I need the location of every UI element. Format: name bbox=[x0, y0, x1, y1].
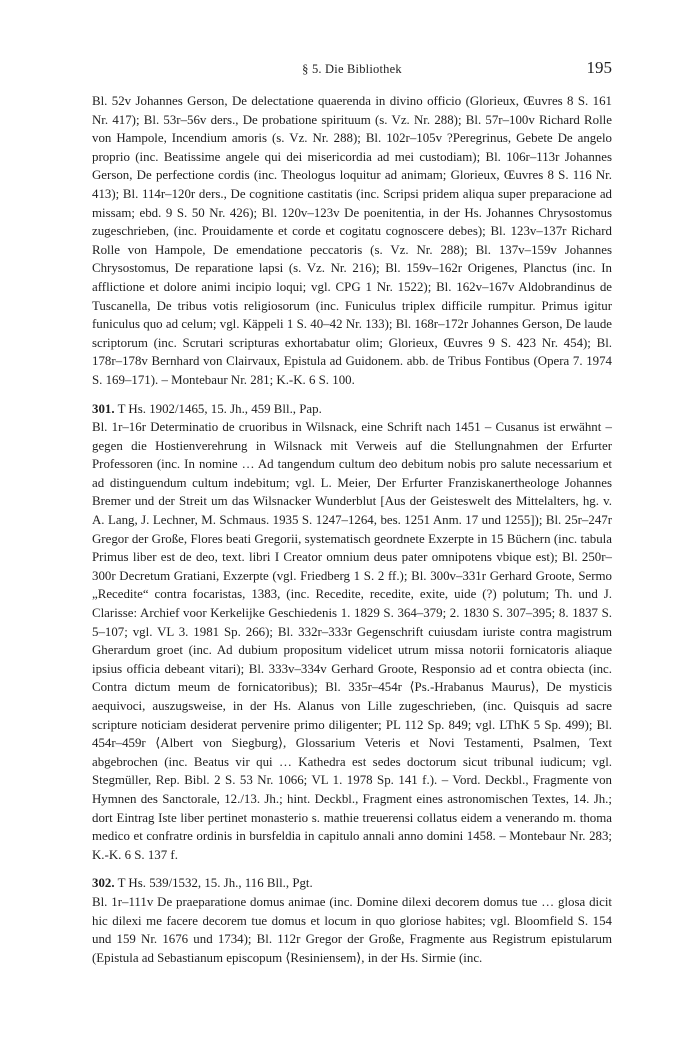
entry-shelfmark: T Hs. 1902/1465, 15. Jh., 459 Bll., Pap. bbox=[117, 401, 322, 416]
entry-shelfmark: T Hs. 539/1532, 15. Jh., 116 Bll., Pgt. bbox=[117, 876, 313, 891]
catalog-entry-302 bbox=[92, 874, 612, 967]
entry-body: Bl. 1r–16r Determinatio de cruoribus in Wilsnack, eine Schrift nach 1451 – Cusanus ist erwähnt – gegen die Hostienverehrung in Wilsnack mit Verweis auf die Stellungnahmen der Erfurter Professoren (inc. In nomine … Ad tangendum cultum deo debitum nobis pro salute necessarium et ad distinguendum cultum indebitum; vgl. L. Meier, Der Erfurter Franziskanertheologe Johannes Bremer und der Streit um das Wilsnacker Wunderblut [Aus der Geisteswelt des Mittelalters, hg. v. A. Lang, J. Lechner, M. Schmaus. 1935 S. 1247–1264, bes. 1251 Anm. 17 und 1255]); Bl. 25r–247r Gregor der Große, Flores beati Gregorii, systematisch geordnete Exzerpte in 15 Büchern (inc. tabula Primus liber est de deo, text. libri I Creator omnium deus pater omnipotens vbique est); Bl. 250r–300r Decretum Gratiani, Exzerpte (vgl. Friedberg 1 S. 2 ff.); Bl. 300v–331r Gerhard Groote, Sermo „Recedite“ contra focaristas, 1383, (inc. Recedite, recedite, exite, uide (?) polutum; Th. und J. Clarisse: Archief voor Kerkelijke Geschiedenis 1. 1829 S. 364–379; 2. 1830 S. 307–395; 8. 1837 S. 5–107; vgl. VL 3. 1981 Sp. 266); Bl. 332r–333r Gegenschrift cuiusdam iuriste contra magistrum Gherardum groet (inc. Ad dubium propositum videlicet utrum missa notorii fornicatoris aliaque ipsius officia debeant vitari); Bl. 333v–334v Gerhard Groote, Responsio ad et contra obiecta (inc. Contra dictum meum de fornicatoribus); Bl. 335r–454r ⟨Ps.-Hrabanus Maurus⟩, De mysticis aequivoci, auszugsweise, in der Hs. Alanus von Lille zugeschrieben, (inc. Quisquis ad sacre scripture noticiam desiderat pervenire primo diligenter; PL 112 Sp. 849; vgl. LThK 5 Sp. 499); Bl. 454r–459r ⟨Albert von Siegburg⟩, Glossarium Veteris et Novi Testamenti, Psalmen, Text abgebrochen (inc. Beatus vir qui … Kathedra est sedes doctorum sicut tribunal iudicum; vgl. Stegmüller, Rep. Bibl. 2 S. 53 Nr. 1066; VL 1. 1978 Sp. 141 f.). – Vord. Deckbl., Fragmente von Hymnen des Sanctorale, 12./13. Jh.; hint. Deckbl., Fragment eines astronomischen Textes, 14. Jh.; dort Eintrag Iste liber pertinet monasterio s. mathie treuerensi collatus eidem a venerando m. thoma medico et confratre ordinis in bursfeldia in capitulo annali anno domini 1458. – Montebaur Nr. 283; K.-K. 6 S. 137 f. bbox=[92, 420, 612, 862]
entry-heading bbox=[92, 874, 612, 893]
entry-continued-text: Bl. 52v Johannes Gerson, De delectatione quaerenda in divino officio (Glorieux, Œuvres 8 S. 161 Nr. 417); Bl. 53r–56v ders., De probatione spirituum (s. Vz. Nr. 288); Bl. 57r–100v Richard Rolle von Hampole, Incendium amoris (s. Vz. Nr. 288); Bl. 102r–105v ?Peregrinus, Gebete De angelo proprio (inc. Beatissime angele qui dei misericordia ad mei custodiam); Bl. 106r–113r Johannes Gerson, De perfectione cordis (inc. Theologus loquitur ad animam; Glorieux, Œuvres 8 S. 116 Nr. 413); Bl. 114r–120r ders., De cognitione castitatis (inc. Scripsi pridem aliqua super preparacione ad missam; ebd. 9 S. 50 Nr. 426); Bl. 120v–123v De poenitentia, in der Hs. Johannes Chrysostomus zugeschrieben, (inc. Prouidamente et corde et cogitatu cognoscere debes); Bl. 123v–137r Richard Rolle von Hampole, De emendatione peccatoris (s. Vz. Nr. 288); Bl. 137v–159v Johannes Chrysostomus, De reparatione lapsi (s. Vz. Nr. 216); Bl. 159v–162r Origenes, Planctus (inc. In afflictione et dolore animi incipio loqui; vgl. CPG 1 Nr. 1522); Bl. 162v–167v Aldobrandinus de Tuscanella, De tribus votis religiosorum (inc. Funiculus triplex difficile rumpitur. Primus igitur funiculus quo ad celum; vgl. Käppeli 1 S. 40–42 Nr. 133); Bl. 168r–172r Johannes Gerson, De laude scriptorum (inc. Scrutari scripturas exhortabatur olim; Glorieux, Œuvres 9 S. 423 Nr. 454); Bl. 178r–178v Bernhard von Clairvaux, Epistula ad Guidonem. abb. de Tribus Fontibus (Opera 7. 1974 S. 169–171). – Montebaur Nr. 281; K.-K. 6 S. 100. bbox=[92, 94, 612, 387]
running-title: § 5. Die Bibliothek bbox=[302, 62, 402, 76]
entry-number: 301. bbox=[92, 401, 115, 416]
entry-number: 302. bbox=[92, 876, 115, 891]
entry-heading bbox=[92, 400, 612, 419]
page-number: 195 bbox=[586, 58, 612, 77]
catalog-entry-301 bbox=[92, 400, 612, 865]
entry-body: Bl. 1r–111v De praeparatione domus animae (inc. Domine dilexi decorem domus tue … glosa dicit hic dilexi me facere decorem tue domus et locum in quo gloriose habites; vgl. Bloomfield S. 154 und 159 Nr. 1676 und 1734); Bl. 112r Gregor der Große, Fragmente aus Registrum epistularum (Epistula ad Sebastianum episcopum ⟨Resiniensem⟩, in der Hs. Sirmie (inc. bbox=[92, 894, 612, 965]
running-head bbox=[92, 58, 612, 80]
